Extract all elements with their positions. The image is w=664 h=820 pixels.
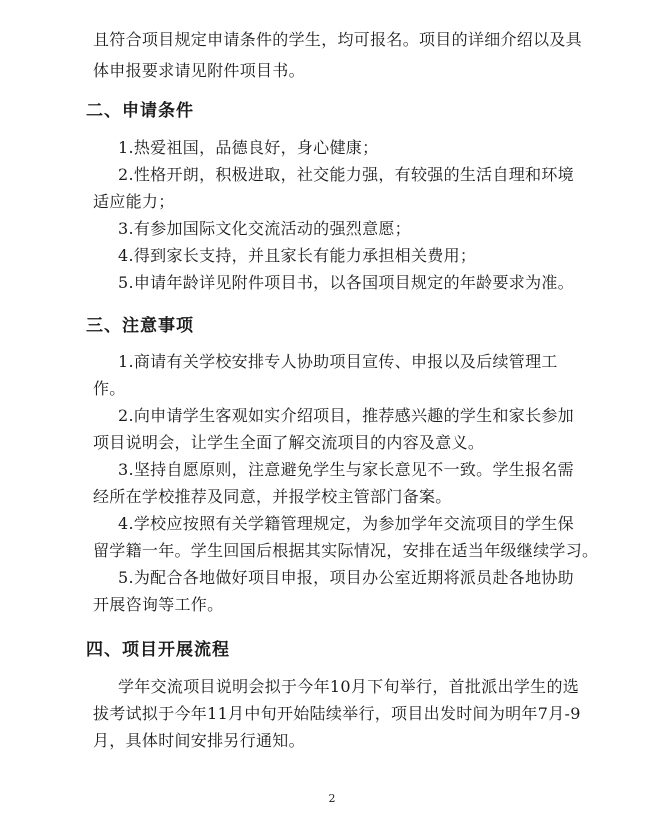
process-line: 拔考试拟于今年11月中旬开始陆续举行，项目出发时间为明年7月-9 xyxy=(93,704,581,723)
notes-item: 4.学校应按照有关学籍管理规定，为参加学年交流项目的学生保 xyxy=(118,514,574,533)
notes-item: 3.坚持自愿原则，注意避免学生与家长意见不一致。学生报名需 xyxy=(118,460,574,479)
eligibility-item: 3.有参加国际文化交流活动的强烈意愿； xyxy=(118,219,411,238)
intro-line-1: 且符合项目规定申请条件的学生，均可报名。项目的详细介绍以及具 xyxy=(93,30,583,49)
notes-item-continuation: 留学籍一年。学生回国后根据其实际情况，安排在适当年级继续学习。 xyxy=(93,541,599,560)
notes-item-continuation: 作。 xyxy=(93,379,126,398)
process-line: 月，具体时间安排另行通知。 xyxy=(93,731,305,750)
eligibility-item: 2.性格开朗，积极进取，社交能力强，有较强的生活自理和环境 xyxy=(118,165,574,184)
notes-item: 2.向申请学生客观如实介绍项目，推荐感兴趣的学生和家长参加 xyxy=(118,406,574,425)
section-heading-eligibility: 二、申请条件 xyxy=(86,101,194,121)
notes-item-continuation: 开展咨询等工作。 xyxy=(93,595,224,614)
eligibility-item: 5.申请年龄详见附件项目书，以各国项目规定的年龄要求为准。 xyxy=(118,273,574,292)
eligibility-item: 4.得到家长支持，并且家长有能力承担相关费用； xyxy=(118,246,477,265)
section-heading-process: 四、项目开展流程 xyxy=(86,640,230,660)
notes-item-continuation: 项目说明会，让学生全面了解交流项目的内容及意义。 xyxy=(93,433,485,452)
notes-item: 5.为配合各地做好项目申报，项目办公室近期将派员赴各地协助 xyxy=(118,568,574,587)
notes-item-continuation: 经所在学校推荐及同意，并报学校主管部门备案。 xyxy=(93,487,452,506)
section-heading-notes: 三、注意事项 xyxy=(86,316,194,336)
eligibility-item-continuation: 适应能力； xyxy=(93,192,175,211)
notes-item: 1.商请有关学校安排专人协助项目宣传、申报以及后续管理工 xyxy=(118,352,558,371)
page-number: 2 xyxy=(328,792,336,805)
intro-line-2: 体申报要求请见附件项目书。 xyxy=(93,61,305,80)
eligibility-item: 1.热爱祖国，品德良好，身心健康； xyxy=(118,138,379,157)
process-line: 学年交流项目说明会拟于今年10月下旬举行，首批派出学生的选 xyxy=(118,677,580,696)
